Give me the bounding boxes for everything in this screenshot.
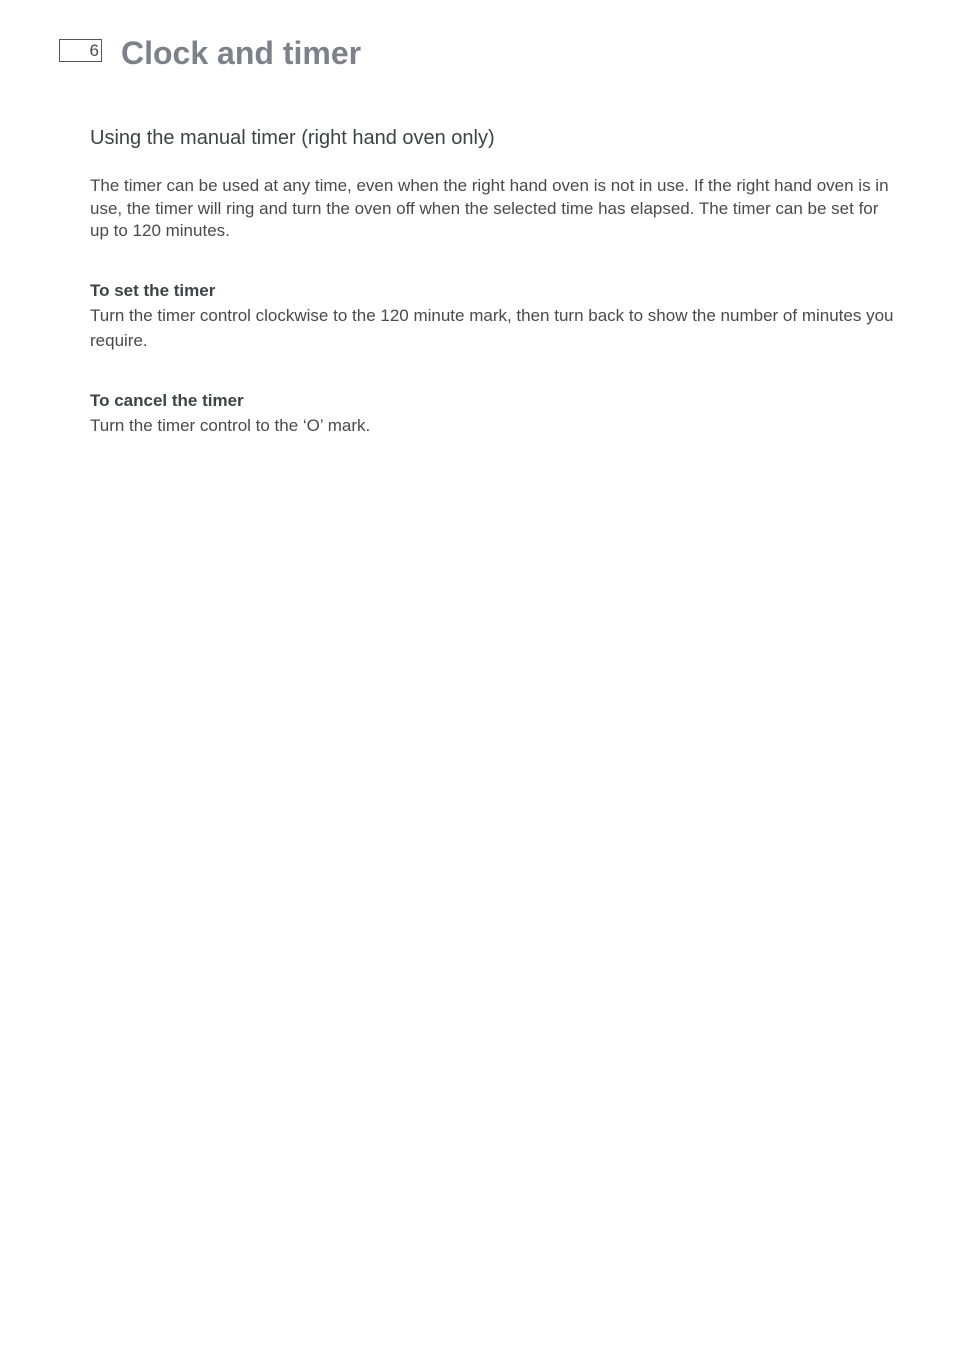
main-content	[90, 124, 902, 438]
set-timer-heading: To set the timer	[90, 280, 216, 300]
set-timer-block	[90, 278, 902, 353]
cancel-timer-block	[90, 388, 902, 438]
page-title: Clock and timer	[121, 35, 362, 71]
cancel-timer-text: Turn the timer control to the ‘O’ mark.	[90, 415, 371, 435]
page-number: 6	[89, 41, 99, 60]
section-heading: Using the manual timer (right hand oven only)	[90, 127, 495, 149]
page-number-box	[59, 39, 102, 62]
cancel-timer-heading: To cancel the timer	[90, 390, 244, 410]
intro-paragraph: The timer can be used at any time, even when the right hand oven is not in use. If the right hand oven is in use, the timer will ring and turn the oven off when the selected time has elapsed. The timer can be set for up to 120 minutes.	[90, 176, 889, 240]
set-timer-text: Turn the timer control clockwise to the 120 minute mark, then turn back to show the number of minutes you require.	[90, 305, 894, 350]
